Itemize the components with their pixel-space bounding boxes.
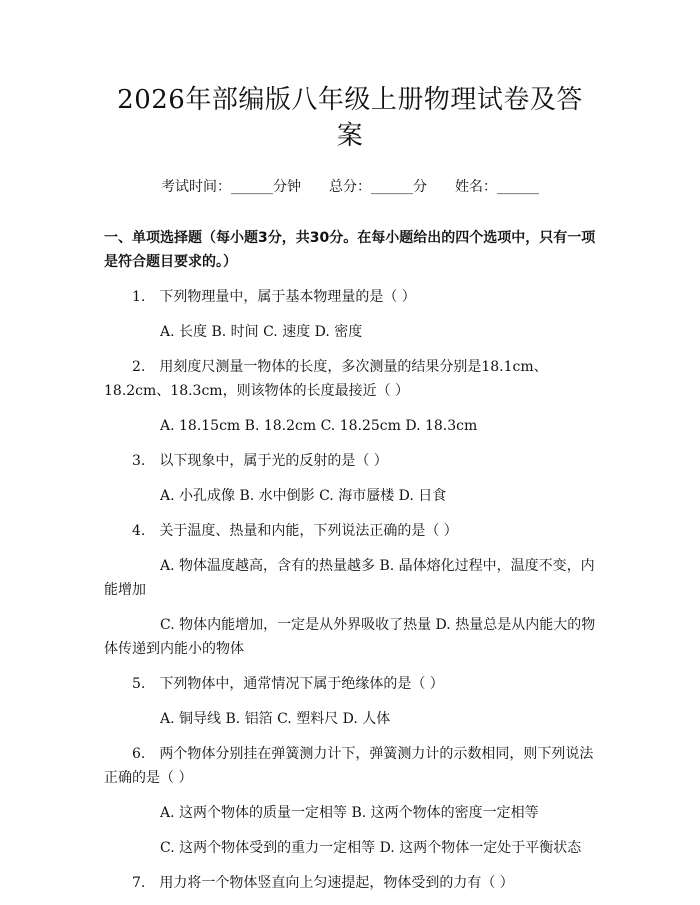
question-4 xyxy=(104,519,596,543)
question-text: 用力将一个物体竖直向上匀速提起，物体受到的力有（ ） xyxy=(159,875,514,891)
question-text: 以下现象中，属于光的反射的是（ ） xyxy=(159,453,388,469)
question-2-options: A. 18.15cm B. 18.2cm C. 18.25cm D. 18.3cm xyxy=(160,418,478,434)
question-text: 关于温度、热量和内能，下列说法正确的是（ ） xyxy=(159,523,458,539)
question-2 xyxy=(104,355,596,403)
question-6-options-cd: C. 这两个物体受到的重力一定相等 D. 这两个物体一定处于平衡状态 xyxy=(160,840,582,856)
question-5-options: A. 铜导线 B. 铝箔 C. 塑料尺 D. 人体 xyxy=(160,711,391,727)
question-number: 3. xyxy=(132,453,146,469)
question-number: 4. xyxy=(132,523,146,539)
question-3-options: A. 小孔成像 B. 水中倒影 C. 海市蜃楼 D. 日食 xyxy=(160,488,447,504)
question-5 xyxy=(104,672,596,696)
question-number: 7. xyxy=(132,875,146,891)
question-text: 两个物体分别挂在弹簧测力计下，弹簧测力计的示数相同，则下列说法正确的是（ ） xyxy=(104,746,594,786)
exam-time: 考试时间：______分钟 xyxy=(161,179,301,195)
question-number: 1. xyxy=(132,289,146,305)
question-7 xyxy=(104,871,596,895)
question-4-options-cd: C. 物体内能增加，一定是从外界吸收了热量 D. 热量总是从内能大的物体传递到内能小的物体 xyxy=(104,617,596,657)
question-4-options-ab: A. 物体温度越高，含有的热量越多 B. 晶体熔化过程中，温度不变，内能增加 xyxy=(104,558,595,598)
section-heading: 一、单项选择题（每小题3分，共30分。在每小题给出的四个选项中，只有一项是符合题目要求的。） xyxy=(104,230,596,270)
question-number: 2. xyxy=(132,359,146,375)
question-6-options-ab: A. 这两个物体的质量一定相等 B. 这两个物体的密度一定相等 xyxy=(160,805,539,821)
exam-meta xyxy=(104,176,596,198)
question-3 xyxy=(104,449,596,473)
question-text: 用刻度尺测量一物体的长度，多次测量的结果分别是18.1cm、18.2cm、18.3cm，则该物体的长度最接近（ ） xyxy=(104,359,548,399)
question-number: 5. xyxy=(132,676,146,692)
exam-score: 总分：______分 xyxy=(329,179,427,195)
question-1-options: A. 长度 B. 时间 C. 速度 D. 密度 xyxy=(160,324,363,340)
question-text: 下列物理量中，属于基本物理量的是（ ） xyxy=(159,289,416,305)
question-text: 下列物体中，通常情况下属于绝缘体的是（ ） xyxy=(159,676,444,692)
question-6 xyxy=(104,742,596,790)
question-1 xyxy=(104,285,596,309)
student-name: 姓名：______ xyxy=(455,179,539,195)
page-title: 2026年部编版八年级上册物理试卷及答案 xyxy=(117,85,583,151)
question-list xyxy=(104,285,596,895)
question-number: 6. xyxy=(132,746,146,762)
